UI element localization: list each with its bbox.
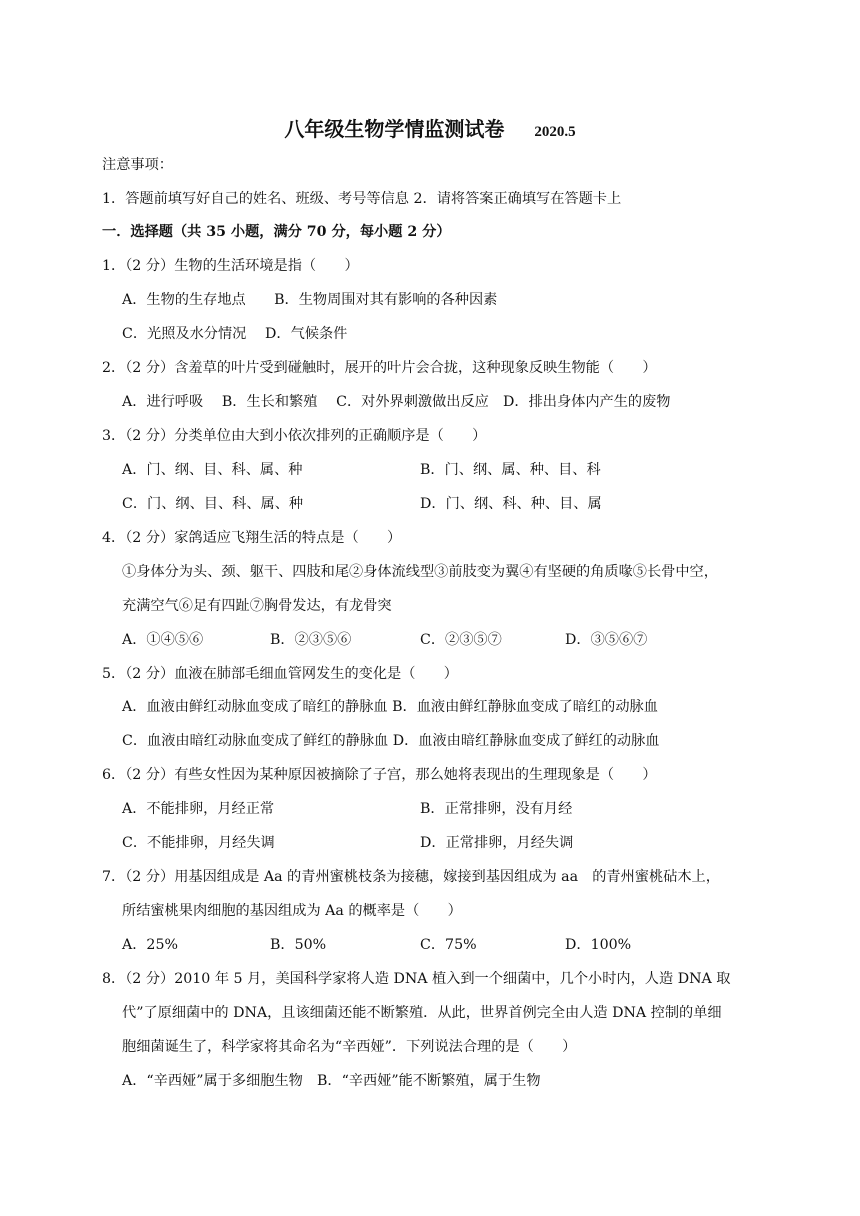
option-c: C．门、纲、目、科、属、种 (122, 496, 304, 512)
option-b: B．②③⑤⑥ (270, 632, 352, 648)
question-stem: 所结蜜桃果肉细胞的基因组成为 Aa 的概率是（ ） (122, 903, 462, 919)
option-a: A．门、纲、目、科、属、种 (122, 462, 303, 478)
question-options: A．生物的生存地点 B．生物周围对其有影响的各种因素 (122, 292, 498, 308)
option-c: C．不能排卵，月经失调 (122, 835, 275, 851)
option-d: D．③⑤⑥⑦ (565, 632, 648, 648)
question-stem: 代”了原细菌中的 DNA，且该细菌还能不断繁殖．从此，世界首例完全由人造 DNA 控制的单细 (122, 1005, 722, 1021)
question-stem: 7．（2 分）用基因组成是 Aa 的青州蜜桃枝条为接穗，嫁接到基因组成为 aa 的青州蜜桃砧木上， (102, 869, 720, 885)
question-stem: 5．（2 分）血液在肺部毛细血管网发生的变化是（ ） (102, 666, 458, 682)
question-stem: 胞细菌诞生了，科学家将其命名为“辛西娅”．下列说法合理的是（ ） (122, 1039, 577, 1055)
question-options: A．血液由鲜红动脉血变成了暗红的静脉血 B．血液由鲜红静脉血变成了暗红的动脉血 (122, 699, 658, 715)
option-b: B．50% (270, 937, 327, 953)
option-c: C．②③⑤⑦ (420, 632, 502, 648)
option-b: B．门、纲、属、种、目、科 (420, 462, 601, 478)
question-stem: 1．（2 分）生物的生活环境是指（ ） (102, 258, 359, 274)
exam-title (0, 113, 860, 142)
section-heading: 一．选择题（共 35 小题，满分 70 分，每小题 2 分） (102, 224, 451, 240)
question-options: A．“辛西娅”属于多细胞生物 B．“辛西娅”能不断繁殖，属于生物 (122, 1073, 541, 1089)
question-stem: 3．（2 分）分类单位由大到小依次排列的正确顺序是（ ） (102, 428, 487, 444)
question-stem: 2．（2 分）含羞草的叶片受到碰触时，展开的叶片会合拢，这种现象反映生物能（ ） (102, 360, 657, 376)
option-a: A．25% (122, 937, 178, 953)
question-options: C．光照及水分情况 D．气候条件 (122, 326, 348, 342)
option-d: D．100% (565, 937, 632, 953)
option-d: D．门、纲、科、种、目、属 (420, 496, 602, 512)
exam-date: 2020.5 (534, 124, 576, 140)
question-options: A．进行呼吸 B．生长和繁殖 C．对外界刺激做出反应 D．排出身体内产生的废物 (122, 394, 671, 410)
question-body: 充满空气⑥足有四趾⑦胸骨发达，有龙骨突 (122, 598, 392, 614)
option-a: A．①④⑤⑥ (122, 632, 204, 648)
question-options: C．血液由暗红动脉血变成了鲜红的静脉血 D．血液由暗红静脉血变成了鲜红的动脉血 (122, 733, 660, 749)
option-c: C．75% (420, 937, 477, 953)
question-stem: 4．（2 分）家鸽适应飞翔生活的特点是（ ） (102, 530, 402, 546)
option-d: D．正常排卵，月经失调 (420, 835, 574, 851)
notice-heading: 注意事项： (102, 157, 173, 173)
notice-text: 1．答题前填写好自己的姓名、班级、考号等信息 2．请将答案正确填写在答题卡上 (102, 191, 622, 207)
title-text: 八年级生物学情监测试卷 (284, 117, 505, 141)
question-stem: 6．（2 分）有些女性因为某种原因被摘除了子宫，那么她将表现出的生理现象是（ ） (102, 767, 657, 783)
question-body: ①身体分为头、颈、躯干、四肢和尾②身体流线型③前肢变为翼④有坚硬的角质喙⑤长骨中空， (122, 564, 718, 580)
question-stem: 8．（2 分）2010 年 5 月，美国科学家将人造 DNA 植入到一个细菌中，几个小时内，人造 DNA 取 (102, 971, 731, 987)
option-b: B．正常排卵，没有月经 (420, 801, 573, 817)
option-a: A．不能排卵，月经正常 (122, 801, 275, 817)
